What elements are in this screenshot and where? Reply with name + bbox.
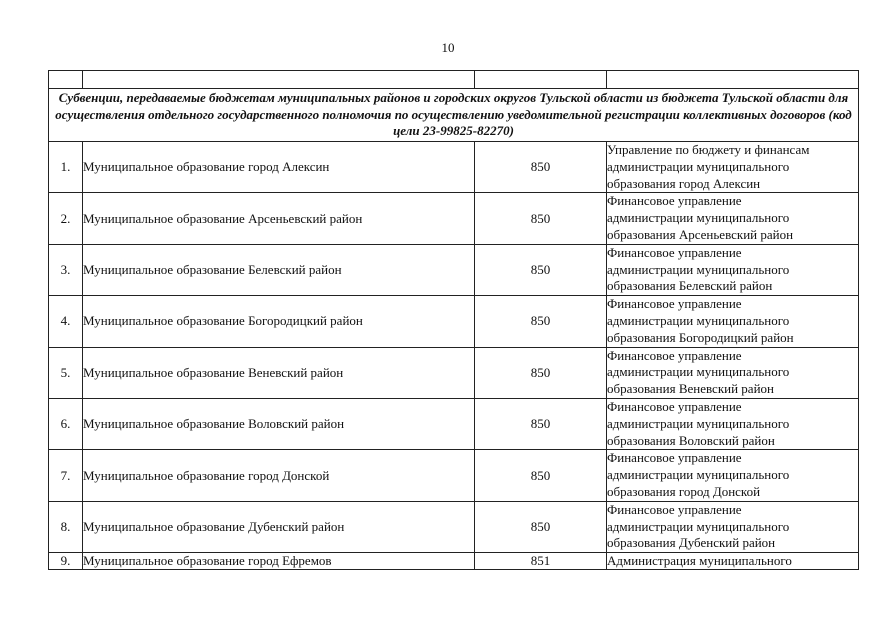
budget-code: 850: [475, 501, 607, 552]
administrator-line: Администрация муниципального: [607, 553, 792, 569]
administrator-line: образования Дубенский район: [607, 535, 776, 551]
administrator-line: Финансовое управление: [607, 244, 742, 260]
table-row: [49, 398, 859, 449]
table-row: [49, 501, 859, 552]
administrator-line: Финансовое управление: [607, 501, 742, 517]
administrator-line: администрации муниципального: [607, 158, 790, 174]
administrator-line: Финансовое управление: [607, 296, 742, 312]
administrator-line: Финансовое управление: [607, 398, 742, 414]
budget-code: 851: [475, 553, 607, 570]
municipality-name: Муниципальное образование город Алексин: [83, 142, 475, 193]
row-number: 6.: [49, 398, 83, 449]
administrator-name: [607, 501, 859, 552]
budget-code: 850: [475, 193, 607, 244]
section-title: Субвенции, передаваемые бюджетам муниципальных районов и городских округов Тульской области из бюджета Тульской области для осуществления отдельного государственного полномочия по осуществлению уведомительной регистрации коллективных договоров (код цели 23-99825-82270): [49, 89, 859, 142]
table-row: [49, 296, 859, 347]
budget-code: 850: [475, 142, 607, 193]
municipality-name: Муниципальное образование город Ефремов: [83, 553, 475, 570]
municipality-name: Муниципальное образование Арсеньевский район: [83, 193, 475, 244]
administrator-name: [607, 553, 859, 570]
administrator-line: администрации муниципального: [607, 364, 790, 380]
budget-code: 850: [475, 398, 607, 449]
table-row: [49, 450, 859, 501]
administrator-line: администрации муниципального: [607, 415, 790, 431]
row-number: 2.: [49, 193, 83, 244]
administrator-line: Финансовое управление: [607, 347, 742, 363]
row-number: 4.: [49, 296, 83, 347]
budget-code: 850: [475, 450, 607, 501]
administrator-name: [607, 450, 859, 501]
row-number: 8.: [49, 501, 83, 552]
administrator-line: образования Воловский район: [607, 432, 775, 448]
table-header-row: [49, 71, 859, 89]
municipality-name: Муниципальное образование город Донской: [83, 450, 475, 501]
municipality-name: Муниципальное образование Воловский район: [83, 398, 475, 449]
header-cell-name: [83, 71, 475, 89]
administrator-line: администрации муниципального: [607, 261, 790, 277]
administrator-line: образования Богородицкий район: [607, 329, 794, 345]
row-number: 3.: [49, 244, 83, 295]
administrator-line: Финансовое управление: [607, 450, 742, 466]
administrator-name: [607, 296, 859, 347]
administrator-line: администрации муниципального: [607, 518, 790, 534]
row-number: 1.: [49, 142, 83, 193]
table-row: [49, 244, 859, 295]
table-row: [49, 553, 859, 570]
header-cell-admin: [607, 71, 859, 89]
municipality-name: Муниципальное образование Богородицкий район: [83, 296, 475, 347]
administrator-line: Финансовое управление: [607, 193, 742, 209]
administrator-name: [607, 193, 859, 244]
administrator-line: образования город Алексин: [607, 175, 761, 191]
row-number: 7.: [49, 450, 83, 501]
administrator-name: [607, 398, 859, 449]
administrator-name: [607, 347, 859, 398]
municipality-name: Муниципальное образование Веневский район: [83, 347, 475, 398]
administrator-line: образования Веневский район: [607, 381, 774, 397]
budget-code: 850: [475, 347, 607, 398]
municipality-name: Муниципальное образование Дубенский район: [83, 501, 475, 552]
table-body: [49, 71, 859, 570]
header-cell-code: [475, 71, 607, 89]
table-row: [49, 193, 859, 244]
administrator-line: образования Белевский район: [607, 278, 773, 294]
administrator-line: образования город Донской: [607, 483, 761, 499]
administrator-name: [607, 142, 859, 193]
table-row: [49, 142, 859, 193]
row-number: 5.: [49, 347, 83, 398]
page-number: 10: [441, 40, 455, 55]
subvention-table: [48, 70, 859, 570]
table-row: [49, 347, 859, 398]
budget-code: 850: [475, 296, 607, 347]
administrator-line: администрации муниципального: [607, 210, 790, 226]
row-number: 9.: [49, 553, 83, 570]
administrator-line: Управление по бюджету и финансам: [607, 142, 810, 157]
budget-code: 850: [475, 244, 607, 295]
administrator-line: администрации муниципального: [607, 467, 790, 483]
administrator-line: администрации муниципального: [607, 312, 790, 328]
administrator-name: [607, 244, 859, 295]
header-cell-number: [49, 71, 83, 89]
municipality-name: Муниципальное образование Белевский район: [83, 244, 475, 295]
section-title-row: [49, 89, 859, 142]
administrator-line: образования Арсеньевский район: [607, 226, 794, 242]
